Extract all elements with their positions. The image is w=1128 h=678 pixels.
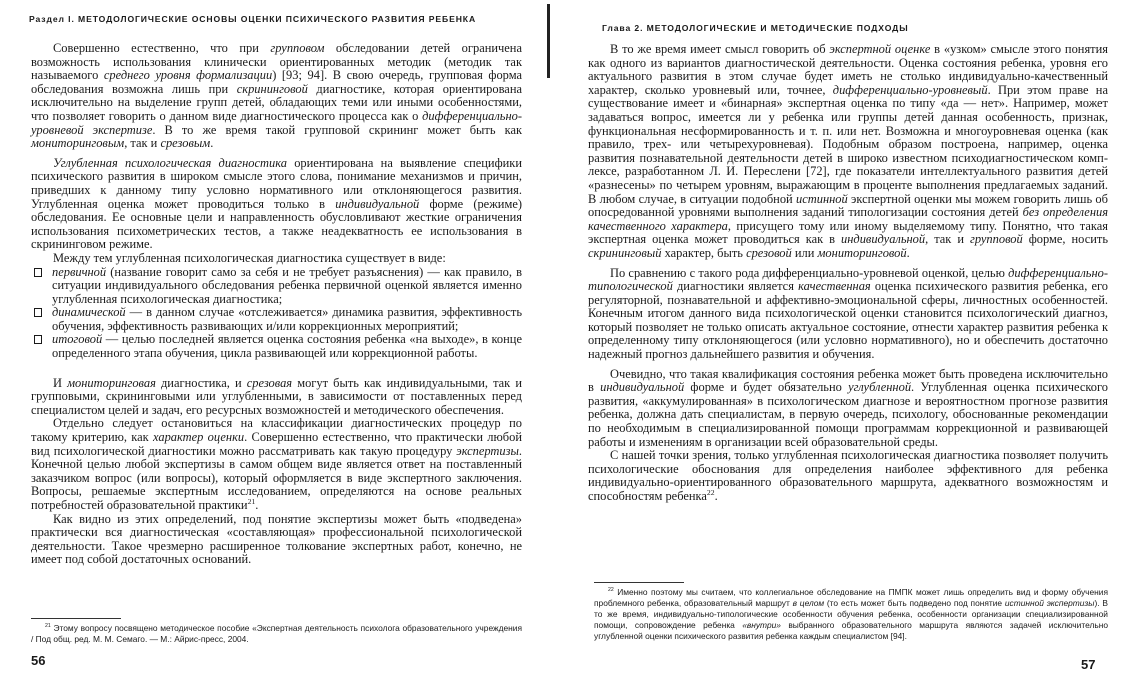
footnote-ref: 22 [706, 487, 715, 497]
paragraph: Отдельно следует остановиться на классификации диагностических процедур по такому критерию, как характер оценки. Совершенно естественно, что практически любой вид психологической диагностики можно рассматривать как такую процедуру экспертизы. Конечной целью любой экспертизы в самом общем виде является ответ на поставленный заказчиком вопрос (или вопросы), который оформляется в виде экспертного заключения. Вопросы, решаемые экспертным исследованием, определяются на основе реальных потребностей образовательной практики$^{21}$. [31, 416, 522, 512]
running-head: Глава 2. МЕТОДОЛОГИЧЕСКИЕ И МЕТОДИЧЕСКИЕ ПОДХОДЫ [602, 23, 909, 33]
paragraph: В то же время имеет смысл говорить об экспертной оценке в «узком» смысле этого понятия как одного из вариантов диагностической деятельности. Оценка состояния ребенка, уровня его актуального развития в этом случае будет иметь не столько индивидуально-качественный характер, сколько уровневый или, точнее, дифференциально-уровневый. При этом праве на существование имеет и «бинарная» экспертная оценка по типу «да — нет». Например, может задаваться вопрос, имеется ли у ребенка или группы детей данная особенность, признак, функциональная несформированность и т. п. или нет. Возможна и многоуровневая оценка (как правило, трех- или четырехуровневая). Подобным образом построена, например, оценка развития познавательной деятельности детей в широко известном психодиагностическом комплексе, разработанном Л. И. Переслени [72], где показатели интеллектуального развития детей «разнесены» по четырем уровням, выражающим в проценте выполнения предлагаемых заданий. В любом случае, в ситуации подобной истинной экспертной оценки мы можем говорить лишь об опосредованной уровнями выполнения заданий типологизации состояния детей без определения качественного характера, присущего тому или иному выделяемому типу. Понятно, что такая экспертная оценка может проводиться как в индивидуальной, так и групповой форме, носить скрининговый характер, быть срезовой или мониторинговой. [588, 42, 1109, 260]
square-bullet-icon [34, 308, 42, 317]
footnote: $^{21}$ Этому вопросу посвящено методическое пособие «Экспертная деятельность психолога образовательного учреждения / Под общ. ред. М. М. Семаго. — М.: Айрис-пресс, 2004. [31, 623, 522, 644]
body-text [588, 43, 1108, 504]
paragraph: С нашей точки зрения, только углубленная психологическая диагностика позволяет получить психологические обоснования для определения наиболее эффективного для ребенка индивидуально-ориентированного образовательного маршрута, адекватного возможностям и способностям ребенка$^{22}$. [588, 448, 1108, 503]
page-number: 57 [1081, 657, 1096, 672]
running-head: Раздел I. МЕТОДОЛОГИЧЕСКИЕ ОСНОВЫ ОЦЕНКИ ПСИХИЧЕСКОГО РАЗВИТИЯ РЕБЕНКА [29, 14, 477, 24]
paragraph: Совершенно естественно, что при групповом обследовании детей ограничена возможность использования клинически ориентированных методик (методик так называемого среднего уровня формализации) [93; 94]. В свою очередь, групповая форма обследования возможна лишь при скрининговой диагностике, которая ориентирована исключительно на выделение групп детей, обладающих теми или иными особенностями, что позволяет говорить о данном виде диагностического процесса как о дифференциально-уровневой экспертизе. В то же время такой групповой скрининг может быть как мониторинговым, так и срезовым. [31, 41, 523, 151]
body-text [31, 42, 522, 567]
list-item: итоговой — целью последней является оценка состояния ребенка «на выходе», в конце определенного этапа обучения, цикла развивающей или коррекционной работы. [31, 333, 522, 360]
paragraph: Углубленная психологическая диагностика ориентирована на выявление специфики психического развития в широком смысле этого слова, понимание механизмов и причин, приведших к данному типу условно нормативного или отклоняющегося развития. Углубленная оценка может проводиться только в индивидуальной форме (режиме) обследования. Ее основные цели и направленность обусловливают жесткие ограничения использования психометрических тестов, а также неадекватность ее использования в скрининговом режиме. [31, 155, 522, 252]
page-number: 56 [31, 653, 46, 668]
footnote-divider [31, 618, 121, 619]
footnote-ref: 21 [247, 496, 256, 506]
paragraph: По сравнению с такого рода дифференциально-уровневой оценкой, целью дифференциально-типологической диагностики является качественная оценка психического развития ребенка, его регуляторной, познавательной и аффективно-эмоциональной сферы, личностных особенностей. Конечным итогом данного вида психологической оценки становится психологический диагноз, который позволяет не только описать актуальное состояние, отнести характер развития ребенка к определенному типу отклоняющегося (или условно нормативного), но и обеспечить достаточно надежный прогноз дальнейшего развития и обучения. [588, 265, 1108, 362]
square-bullet-icon [34, 335, 42, 344]
bullet-list [31, 266, 522, 361]
paragraph: Между тем углубленная психологическая диагностика существует в виде: [53, 250, 446, 265]
paragraph: И мониторинговая диагностика, и срезовая могут быть как индивидуальными, так и групповыми, скрининговыми или углубленными, в зависимости от поставленных перед специалистом целей и задач, его ресурсных возможностей и методического обеспечения. [31, 375, 522, 417]
footnote-divider [594, 582, 684, 583]
paragraph: Как видно из этих определений, под понятие экспертизы может быть «подведена» практически вся диагностическая «составляющая» профессиональной психологической деятельности. Такое чрезмерно расширенное толкование экспертных работ, конечно, не имеет под собой достаточных оснований. [31, 511, 522, 567]
paragraph: Очевидно, что такая квалификация состояния ребенка может быть проведена исключительно в индивидуальной форме и будет обязательно углубленной. Углубленная оценка психического развития, «аккумулированная» в психологическом диагнозе и вероятностном прогнозе развития ребенка, должна дать специалистам, в первую очередь, психологу, обоснованные рекомендации по необходимым в специализированной помощи программам коррекционной и развивающей работы и изменениям в организации всей образовательной среды. [588, 366, 1108, 449]
right-page [548, 0, 1128, 678]
list-item: динамической — в данном случае «отслеживается» динамика развития, эффективность обучения, эффективность развивающих и/или коррекционных мероприятий; [31, 306, 522, 333]
footnote: $^{22}$ Именно поэтому мы считаем, что коллегиальное обследование на ПМПК может лишь определить вид и форму обучения проблемного ребенка, образовательный маршрут в целом (то есть может быть подведено под понятие истинной экспертизы). В то же время, индивидуально-типологические особенности обучения ребенка, особенности организации специализированной помощи, сопровождение ребенка «внутри» выбранного образовательного маршрута являются задачей исключительно углубленной оценки психического развития ребенка каждым специалистом [94]. [594, 587, 1108, 641]
list-item: первичной (название говорит само за себя и не требует разъяснения) — как правило, в ситуации индивидуального обследования ребенка первичной оценкой является именно углубленная психологическая диагностика; [31, 266, 522, 307]
square-bullet-icon [34, 268, 42, 277]
left-page [0, 0, 548, 678]
